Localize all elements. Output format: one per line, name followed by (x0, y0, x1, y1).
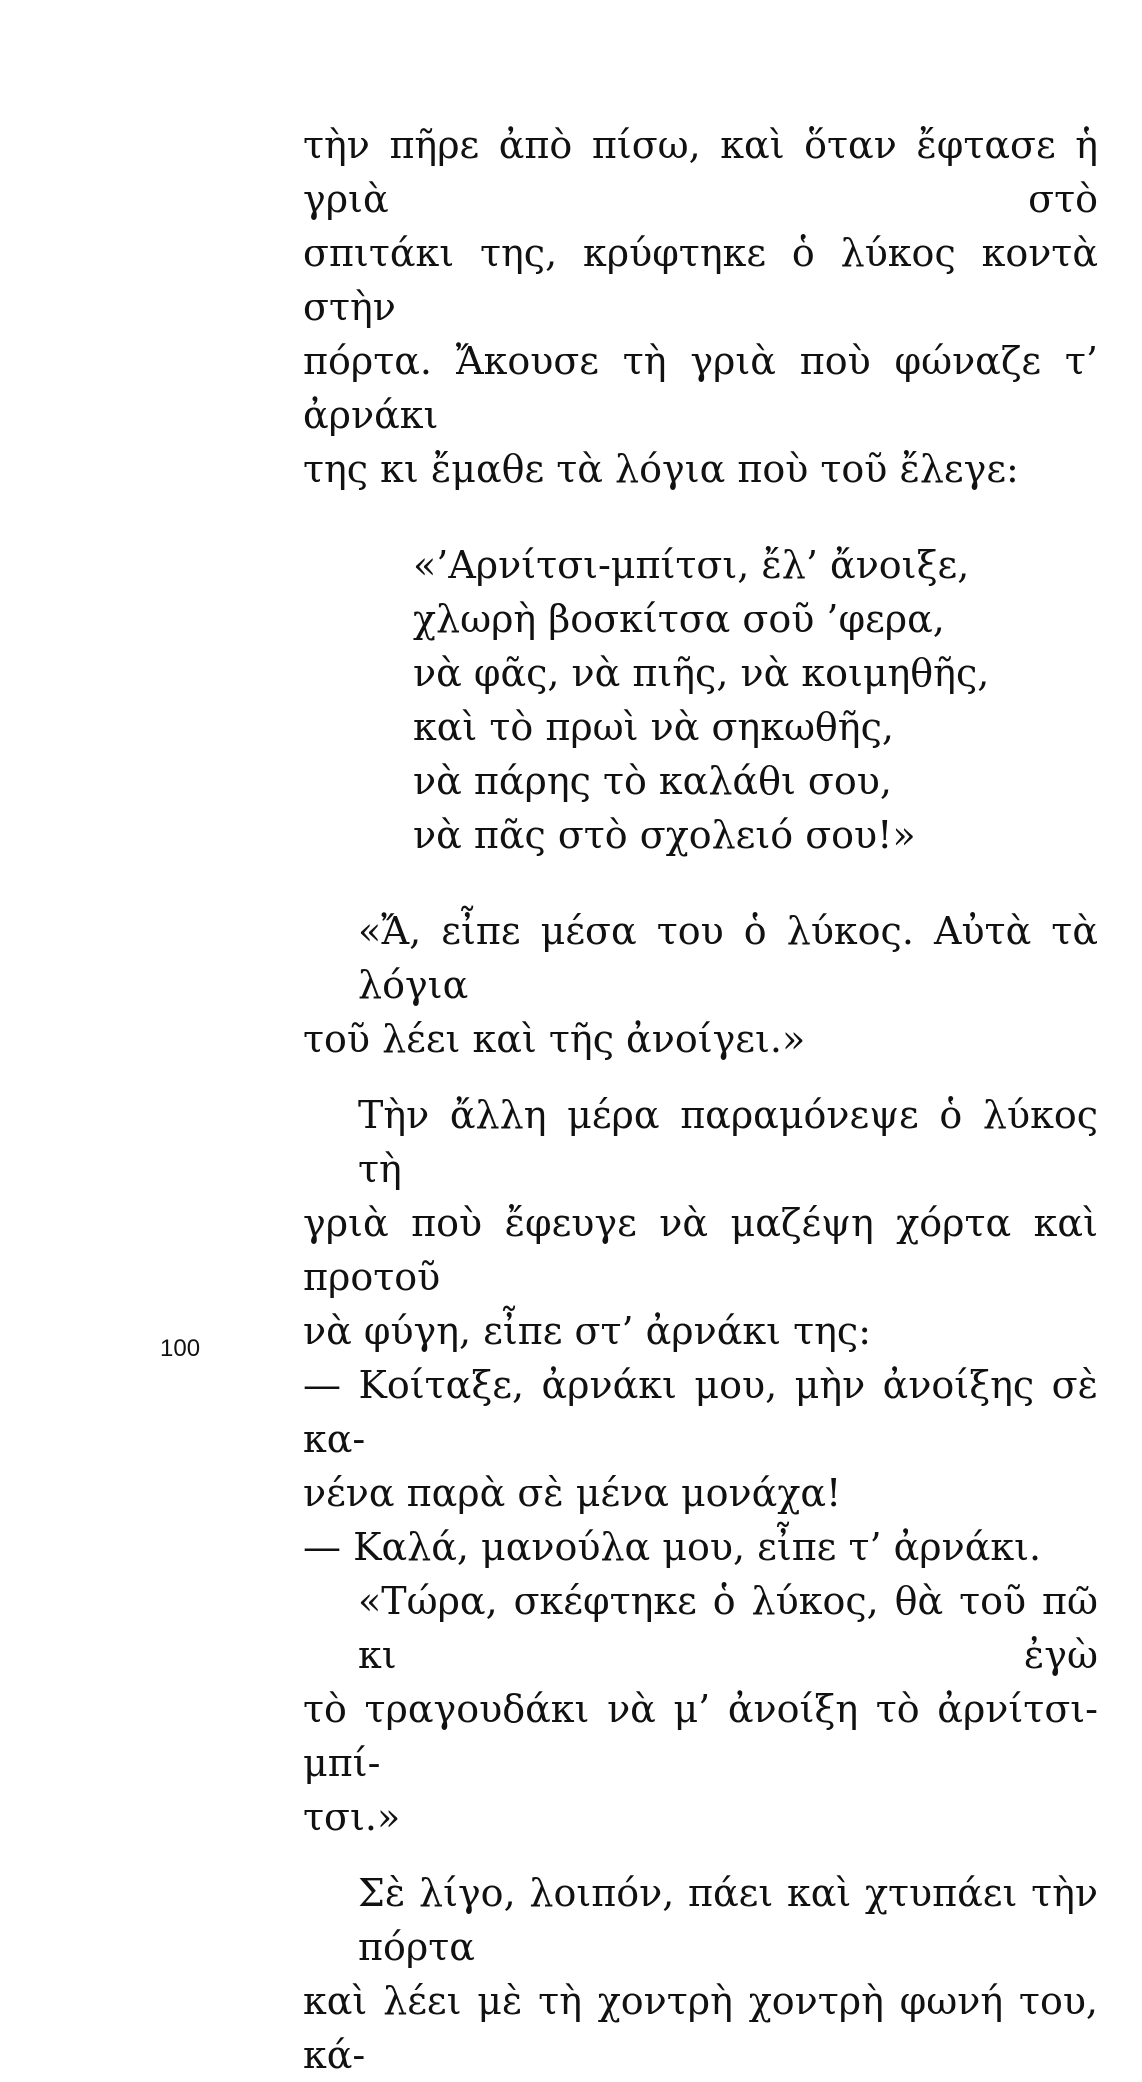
paragraph (303, 1866, 1098, 2082)
poem-line: χλωρὴ βοσκίτσα σοῦ ’φερα, (413, 597, 945, 641)
text-line: τὸ τραγουδάκι νὰ μ’ ἀνοίξη τὸ ἀρνίτσι-μπί- (303, 1687, 1098, 1785)
paragraph (303, 904, 1098, 1066)
spacer (303, 1066, 1098, 1088)
poem (303, 538, 1098, 862)
spacer (303, 1844, 1098, 1866)
text-line: «Τώρα, σκέφτηκε ὁ λύκος, θὰ τοῦ πῶ κι ἐγὼ (358, 1579, 1098, 1677)
spacer (303, 862, 1098, 904)
text-line: «Ἄ, εἶπε μέσα του ὁ λύκος. Αὐτὰ τὰ λόγια (358, 909, 1098, 1007)
poem-line: νὰ πάρης τὸ καλάθι σου, (413, 759, 892, 803)
text-line: τοῦ λέει καὶ τῆς ἀνοίγει.» (303, 1017, 806, 1061)
dialogue (303, 1520, 1098, 1574)
text-line: τσι.» (303, 1795, 401, 1839)
poem-line: νὰ πᾶς στὸ σχολειό σου!» (413, 813, 916, 857)
dialogue (303, 1358, 1098, 1520)
text-line: — Κοίταξε, ἀρνάκι μου, μὴν ἀνοίξης σὲ κα- (303, 1363, 1098, 1461)
text-line: Τὴν ἄλλη μέρα παραμόνεψε ὁ λύκος τὴ (358, 1093, 1098, 1191)
paragraph (303, 1574, 1098, 1844)
text-line: τὴν πῆρε ἀπὸ πίσω, καὶ ὅταν ἔφτασε ἡ γριὰ στὸ (303, 123, 1098, 221)
poem-line: νὰ φᾶς, νὰ πιῆς, νὰ κοιμηθῆς, (413, 651, 990, 695)
spacer (303, 496, 1098, 538)
poem-line: «’Αρνίτσι-μπίτσι, ἔλ’ ἄνοιξε, (413, 543, 970, 587)
poem-line: καὶ τὸ πρωὶ νὰ σηκωθῆς, (413, 705, 894, 749)
text-line: πόρτα. Ἄκουσε τὴ γριὰ ποὺ φώναζε τ’ ἀρνάκι (303, 339, 1098, 437)
paragraph (303, 118, 1098, 496)
text-line: γριὰ ποὺ ἔφευγε νὰ μαζέψη χόρτα καὶ προτοῦ (303, 1201, 1098, 1299)
text-line: καὶ λέει μὲ τὴ χοντρὴ χοντρὴ φωνή του, κά- (303, 1979, 1098, 2077)
text-line: νὰ φύγη, εἶπε στ’ ἀρνάκι της: (303, 1309, 871, 1353)
text-line: — Καλά, μανούλα μου, εἶπε τ’ ἀρνάκι. (303, 1525, 1042, 1569)
body-text (303, 118, 1098, 2082)
text-line: σπιτάκι της, κρύφτηκε ὁ λύκος κοντὰ στὴν (303, 231, 1098, 329)
paragraph (303, 1088, 1098, 1358)
text-line: της κι ἔμαθε τὰ λόγια ποὺ τοῦ ἔλεγε: (303, 447, 1019, 491)
text-line: νένα παρὰ σὲ μένα μονάχα! (303, 1471, 842, 1515)
text-line: Σὲ λίγο, λοιπόν, πάει καὶ χτυπάει τὴν πόρτα (358, 1871, 1098, 1969)
page-number: 100 (160, 1335, 201, 1362)
